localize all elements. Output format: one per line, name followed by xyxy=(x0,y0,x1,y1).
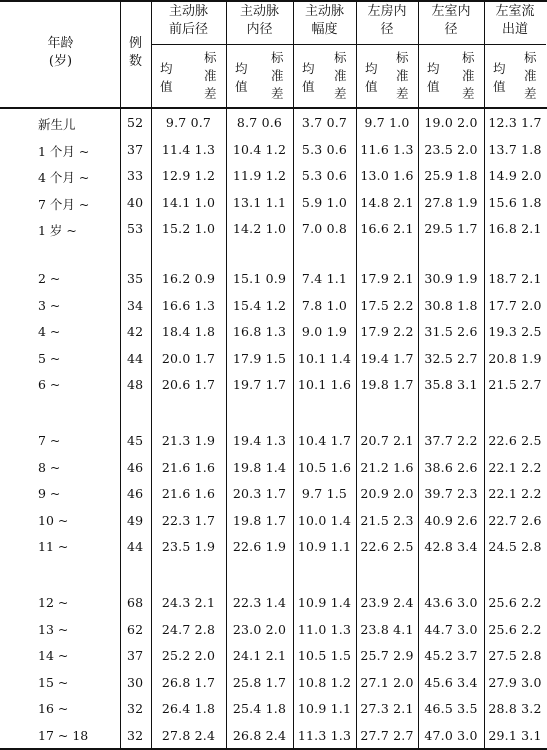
row-value: 27.7 2.7 xyxy=(360,727,414,743)
row-value: 26.8 2.4 xyxy=(232,727,287,743)
row-value: 16.2 0.9 xyxy=(161,271,216,286)
row-age: 10 ~ xyxy=(38,512,69,528)
row-value: 11.0 1.3 xyxy=(297,621,352,637)
mean-subheader: 均 xyxy=(235,61,248,76)
mean-subheader: 值 xyxy=(235,79,248,94)
row-value: 47.0 3.0 xyxy=(424,727,478,743)
row-age: 4 个月 ~ xyxy=(38,170,90,185)
row-value: 21.6 1.6 xyxy=(161,459,216,475)
row-value: 26.8 1.7 xyxy=(161,674,216,690)
row-value: 39.7 2.3 xyxy=(424,486,478,501)
row-value: 16.6 1.3 xyxy=(161,297,216,313)
header-mid-rule xyxy=(151,44,546,45)
row-value: 23.5 2.0 xyxy=(424,141,478,157)
row-count: 46 xyxy=(127,459,144,475)
row-value: 26.4 1.8 xyxy=(161,701,216,716)
row-value: 45.2 3.7 xyxy=(424,648,478,663)
mean-subheader: 值 xyxy=(302,79,315,94)
column-rule-2 xyxy=(151,0,152,750)
column-rule-3 xyxy=(226,0,227,750)
row-value: 17.9 2.1 xyxy=(360,271,414,286)
row-value: 14.8 2.1 xyxy=(360,194,414,210)
row-value: 25.4 1.8 xyxy=(232,701,287,716)
row-value: 5.3 0.6 xyxy=(301,141,348,157)
row-value: 38.6 2.6 xyxy=(424,459,478,475)
row-count: 44 xyxy=(127,539,144,554)
row-value: 25.6 2.2 xyxy=(488,595,542,610)
row-value: 20.0 1.7 xyxy=(161,350,216,366)
row-age: 11 ~ xyxy=(38,539,69,554)
row-value: 15.4 1.2 xyxy=(232,297,287,313)
row-count: 68 xyxy=(127,595,144,610)
row-count: 44 xyxy=(127,350,144,366)
row-value: 11.3 1.3 xyxy=(297,727,352,743)
row-value: 9.7 1.0 xyxy=(364,115,410,130)
row-value: 10.8 1.2 xyxy=(297,674,352,690)
row-value: 19.8 1.7 xyxy=(360,377,414,392)
row-age: 6 ~ xyxy=(38,377,61,392)
row-value: 10.9 1.1 xyxy=(297,539,352,554)
row-value: 9.7 0.7 xyxy=(165,115,212,130)
column-rule-7 xyxy=(484,0,485,750)
row-value: 9.0 1.9 xyxy=(301,324,348,339)
row-value: 45.6 3.4 xyxy=(424,674,478,690)
row-count: 53 xyxy=(127,221,144,236)
row-value: 19.4 1.7 xyxy=(360,350,414,366)
row-count: 45 xyxy=(127,433,144,448)
row-value: 22.6 2.5 xyxy=(488,433,542,448)
row-count: 37 xyxy=(127,141,144,157)
row-value: 25.9 1.8 xyxy=(424,168,478,183)
row-value: 22.1 2.2 xyxy=(488,459,542,475)
row-count: 42 xyxy=(127,324,144,339)
row-value: 16.8 2.1 xyxy=(488,221,542,236)
row-value: 24.3 2.1 xyxy=(161,595,216,610)
row-value: 21.6 1.6 xyxy=(161,486,216,501)
row-value: 22.3 1.4 xyxy=(232,595,287,610)
row-age: 7 个月 ~ xyxy=(38,196,90,212)
row-value: 27.1 2.0 xyxy=(360,674,414,690)
column-header: 出道 xyxy=(501,22,528,37)
row-value: 11.4 1.3 xyxy=(161,141,216,157)
sd-subheader: 准 xyxy=(396,68,409,83)
row-value: 27.5 2.8 xyxy=(488,648,542,663)
row-age: 15 ~ xyxy=(38,674,69,690)
row-count: 35 xyxy=(127,271,144,286)
row-value: 11.6 1.3 xyxy=(360,141,414,157)
row-age: 14 ~ xyxy=(38,648,69,663)
sd-subheader: 差 xyxy=(204,86,217,101)
row-value: 10.0 1.4 xyxy=(297,512,352,528)
row-value: 30.8 1.8 xyxy=(424,297,478,313)
row-value: 27.3 2.1 xyxy=(360,701,414,716)
mean-subheader: 均 xyxy=(302,61,315,76)
row-value: 32.5 2.7 xyxy=(424,350,478,366)
row-value: 10.5 1.5 xyxy=(297,648,352,663)
column-header: 左房内 xyxy=(367,4,407,19)
row-value: 22.1 2.2 xyxy=(488,486,542,501)
mean-subheader: 值 xyxy=(493,79,506,94)
table-top-rule xyxy=(0,0,547,2)
row-value: 10.9 1.4 xyxy=(297,595,352,610)
row-age: 1 岁 ~ xyxy=(38,223,77,238)
row-value: 20.8 1.9 xyxy=(488,350,542,366)
row-age: 1 个月 ~ xyxy=(38,143,90,159)
row-count: 32 xyxy=(127,701,144,716)
mean-subheader: 值 xyxy=(365,79,378,94)
row-value: 15.6 1.8 xyxy=(488,194,542,210)
row-value: 42.8 3.4 xyxy=(424,539,478,554)
row-value: 37.7 2.2 xyxy=(424,433,478,448)
row-value: 27.8 1.9 xyxy=(424,194,478,210)
row-value: 27.8 2.4 xyxy=(161,727,216,743)
sd-subheader: 准 xyxy=(524,68,537,83)
column-header: 主动脉 xyxy=(168,4,208,19)
row-value: 14.9 2.0 xyxy=(488,168,542,183)
row-value: 19.8 1.7 xyxy=(232,512,287,528)
row-count: 46 xyxy=(127,486,144,501)
sd-subheader: 差 xyxy=(524,86,537,101)
mean-subheader: 值 xyxy=(427,79,440,94)
row-value: 5.9 1.0 xyxy=(301,194,348,210)
row-value: 23.5 1.9 xyxy=(161,539,216,554)
column-header: 前后径 xyxy=(168,22,208,37)
row-value: 10.4 1.7 xyxy=(297,433,352,448)
row-age: 4 ~ xyxy=(38,324,61,339)
row-value: 25.2 2.0 xyxy=(161,648,216,663)
row-value: 13.0 1.6 xyxy=(360,168,414,183)
row-value: 20.6 1.7 xyxy=(161,377,216,392)
column-header: 幅度 xyxy=(311,22,338,37)
row-age: 13 ~ xyxy=(38,621,69,637)
row-value: 17.5 2.2 xyxy=(360,297,414,313)
row-value: 20.3 1.7 xyxy=(232,486,287,501)
row-value: 23.0 2.0 xyxy=(232,621,287,637)
sd-subheader: 标 xyxy=(334,50,347,65)
sd-subheader: 标 xyxy=(462,50,475,65)
sd-subheader: 准 xyxy=(204,68,217,83)
column-rule-4 xyxy=(293,0,294,750)
row-count: 32 xyxy=(127,727,144,743)
row-value: 27.9 3.0 xyxy=(488,674,542,690)
row-value: 22.3 1.7 xyxy=(161,512,216,528)
row-value: 46.5 3.5 xyxy=(424,701,478,716)
sd-subheader: 差 xyxy=(334,86,347,101)
row-value: 12.3 1.7 xyxy=(488,115,542,130)
row-age: 2 ~ xyxy=(38,271,61,286)
row-value: 23.8 4.1 xyxy=(360,621,414,637)
row-value: 16.6 2.1 xyxy=(360,221,414,236)
column-header: 左室流 xyxy=(495,4,535,19)
row-value: 28.8 3.2 xyxy=(488,701,542,716)
row-count: 49 xyxy=(127,512,144,528)
row-value: 14.1 1.0 xyxy=(161,194,216,210)
row-value: 20.9 2.0 xyxy=(360,486,414,501)
sd-subheader: 标 xyxy=(271,50,284,65)
row-count: 52 xyxy=(127,115,144,130)
row-age: 9 ~ xyxy=(38,486,61,501)
row-value: 9.7 1.5 xyxy=(301,486,348,501)
row-value: 20.7 2.1 xyxy=(360,433,414,448)
row-value: 15.1 0.9 xyxy=(232,271,287,286)
sd-subheader: 差 xyxy=(396,86,409,101)
sd-subheader: 差 xyxy=(271,86,284,101)
row-value: 22.6 1.9 xyxy=(232,539,287,554)
row-value: 31.5 2.6 xyxy=(424,324,478,339)
column-header: 左室内 xyxy=(431,4,471,19)
row-value: 19.0 2.0 xyxy=(424,115,478,130)
row-value: 10.1 1.6 xyxy=(297,377,352,392)
row-age: 16 ~ xyxy=(38,701,69,716)
sd-subheader: 标 xyxy=(396,50,409,65)
row-count: 37 xyxy=(127,648,144,663)
row-value: 17.9 2.2 xyxy=(360,324,414,339)
mean-subheader: 均 xyxy=(493,61,506,76)
row-value: 18.7 2.1 xyxy=(488,271,542,286)
header-bottom-rule xyxy=(0,107,547,109)
row-value: 10.1 1.4 xyxy=(297,350,352,366)
row-value: 10.9 1.1 xyxy=(297,701,352,716)
row-value: 24.7 2.8 xyxy=(161,621,216,637)
count-header: 数 xyxy=(128,54,142,69)
row-value: 19.3 2.5 xyxy=(488,324,542,339)
row-value: 44.7 3.0 xyxy=(424,621,478,637)
row-value: 10.4 1.2 xyxy=(232,141,287,157)
row-value: 18.4 1.8 xyxy=(161,324,216,339)
row-count: 62 xyxy=(127,621,144,637)
mean-subheader: 均 xyxy=(427,61,440,76)
column-header: 主动脉 xyxy=(239,4,279,19)
row-value: 25.6 2.2 xyxy=(488,621,542,637)
age-header: (岁) xyxy=(48,54,73,69)
row-value: 24.5 2.8 xyxy=(488,539,542,554)
row-age: 8 ~ xyxy=(38,459,61,475)
row-value: 21.2 1.6 xyxy=(360,459,414,475)
row-value: 25.8 1.7 xyxy=(232,674,287,690)
row-value: 7.0 0.8 xyxy=(301,221,348,236)
row-value: 11.9 1.2 xyxy=(232,168,287,183)
row-value: 15.2 1.0 xyxy=(161,221,216,236)
row-value: 25.7 2.9 xyxy=(360,648,414,663)
mean-subheader: 均 xyxy=(365,61,378,76)
sd-subheader: 标 xyxy=(204,50,217,65)
row-value: 3.7 0.7 xyxy=(301,115,348,130)
column-rule-1 xyxy=(120,0,121,750)
mean-subheader: 值 xyxy=(160,79,173,94)
sd-subheader: 标 xyxy=(524,50,537,65)
row-count: 40 xyxy=(127,194,144,210)
row-value: 13.1 1.1 xyxy=(232,194,287,210)
row-count: 30 xyxy=(127,674,144,690)
sd-subheader: 准 xyxy=(462,68,475,83)
row-value: 14.2 1.0 xyxy=(232,221,287,236)
row-value: 10.5 1.6 xyxy=(297,459,352,475)
row-value: 21.5 2.3 xyxy=(360,512,414,528)
row-age: 3 ~ xyxy=(38,297,61,313)
row-age: 7 ~ xyxy=(38,433,61,448)
row-age: 12 ~ xyxy=(38,595,69,610)
row-value: 19.8 1.4 xyxy=(232,459,287,475)
sd-subheader: 差 xyxy=(462,86,475,101)
row-age: 17 ~ 18 xyxy=(38,727,89,743)
row-value: 35.8 3.1 xyxy=(424,377,478,392)
count-header: 例 xyxy=(128,36,142,51)
row-value: 30.9 1.9 xyxy=(424,271,478,286)
row-count: 33 xyxy=(127,168,144,183)
row-value: 24.1 2.1 xyxy=(232,648,287,663)
row-value: 7.4 1.1 xyxy=(301,271,348,286)
age-header: 年龄 xyxy=(47,36,74,51)
row-value: 21.5 2.7 xyxy=(488,377,542,392)
mean-subheader: 均 xyxy=(160,61,173,76)
column-rule-5 xyxy=(356,0,357,750)
row-value: 19.4 1.3 xyxy=(232,433,287,448)
sd-subheader: 准 xyxy=(271,68,284,83)
row-value: 22.7 2.6 xyxy=(488,512,542,528)
row-value: 17.7 2.0 xyxy=(488,297,542,313)
column-header: 内径 xyxy=(246,22,273,37)
column-header: 主动脉 xyxy=(304,4,344,19)
row-value: 13.7 1.8 xyxy=(488,141,542,157)
row-value: 12.9 1.2 xyxy=(161,168,216,183)
row-value: 16.8 1.3 xyxy=(232,324,287,339)
sd-subheader: 准 xyxy=(334,68,347,83)
row-count: 34 xyxy=(127,297,144,313)
row-value: 8.7 0.6 xyxy=(236,115,283,130)
row-age: 5 ~ xyxy=(38,350,61,366)
column-rule-6 xyxy=(418,0,419,750)
row-value: 5.3 0.6 xyxy=(301,168,348,183)
row-value: 29.5 1.7 xyxy=(424,221,478,236)
row-value: 21.3 1.9 xyxy=(161,433,216,448)
column-header: 径 xyxy=(444,22,458,37)
column-header: 径 xyxy=(380,22,394,37)
row-value: 17.9 1.5 xyxy=(232,350,287,366)
row-value: 22.6 2.5 xyxy=(360,539,414,554)
row-value: 23.9 2.4 xyxy=(360,595,414,610)
row-value: 40.9 2.6 xyxy=(424,512,478,528)
row-value: 29.1 3.1 xyxy=(488,727,542,743)
row-count: 48 xyxy=(127,377,144,392)
row-value: 43.6 3.0 xyxy=(424,595,478,610)
row-value: 19.7 1.7 xyxy=(232,377,287,392)
row-value: 7.8 1.0 xyxy=(301,297,348,313)
row-age: 新生儿 xyxy=(38,117,76,132)
